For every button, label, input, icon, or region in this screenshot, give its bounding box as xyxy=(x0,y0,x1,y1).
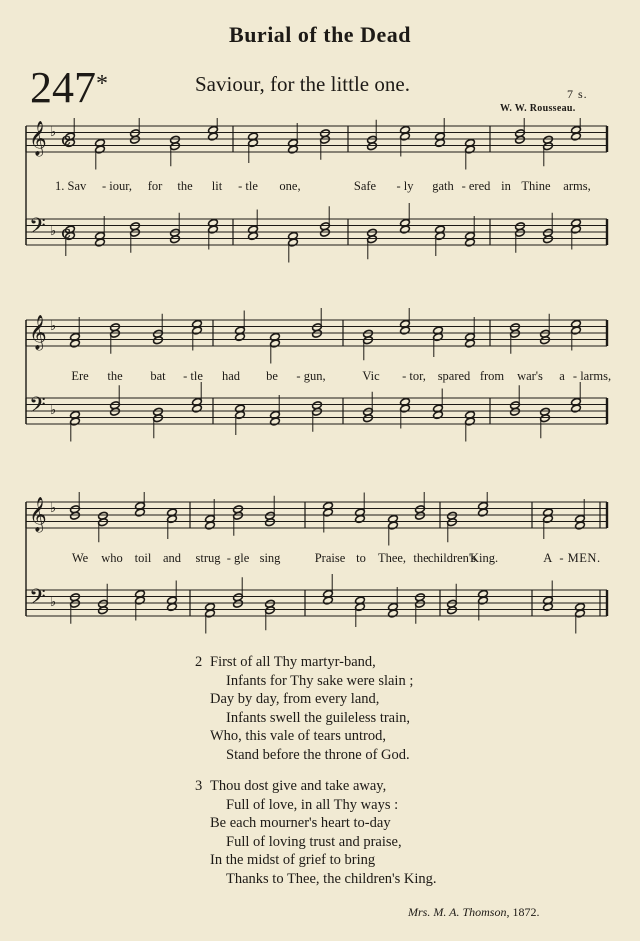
lyric-syllable: Vic xyxy=(362,369,380,383)
lyric-syllable: the xyxy=(107,369,123,383)
lyric-syllable: the xyxy=(413,551,429,565)
lyric-syllable: Ere xyxy=(71,369,89,383)
flat-key-icon: ♭ xyxy=(50,595,57,610)
hymn-number xyxy=(30,63,108,112)
lyric-syllable: - ered xyxy=(461,179,491,193)
hymn-title: Saviour, for the little one. xyxy=(195,72,410,96)
bass-clef-icon: 𝄢 xyxy=(29,214,46,244)
lyric-syllable: 1. Sav xyxy=(55,179,87,193)
lyric-syllable: in xyxy=(501,179,511,193)
lyrics-line-2 xyxy=(0,369,640,389)
lyric-syllable: arms, xyxy=(563,179,591,193)
lyric-syllable: who xyxy=(101,551,123,565)
music-system-2 xyxy=(0,308,640,458)
lyric-syllable: be xyxy=(266,369,278,383)
music-system-3 xyxy=(0,492,640,642)
lyric-syllable: children's xyxy=(427,551,477,565)
verse-line: Thou dost give and take away, xyxy=(210,778,387,794)
lyrics-line-3 xyxy=(0,551,640,571)
flat-key-icon: ♭ xyxy=(50,319,57,334)
flat-key-icon: ♭ xyxy=(50,125,57,140)
section-title: Burial of the Dead xyxy=(229,22,411,47)
lyric-syllable: Thine xyxy=(521,179,551,193)
verse-number: 2 xyxy=(195,654,203,670)
author-year: 1872. xyxy=(512,905,540,919)
lyric-syllable: - gle xyxy=(226,551,250,565)
lyric-syllable: Thee, xyxy=(377,551,407,565)
lyric-syllable: sing xyxy=(259,551,281,565)
verse-number: 3 xyxy=(195,778,203,794)
lyric-syllable: A xyxy=(543,551,553,565)
verse-line: Day by day, from every land, xyxy=(210,691,380,708)
author-credit xyxy=(408,905,539,920)
lyric-syllable: - tor, xyxy=(402,369,426,383)
lyric-syllable: spared xyxy=(437,369,471,383)
verse-line: Infants for Thy sake were slain ; xyxy=(226,672,414,689)
lyric-syllable: Safe xyxy=(353,179,377,193)
verse-line: Full of loving trust and praise, xyxy=(226,833,402,850)
meter-label: 7 s. xyxy=(567,87,588,101)
bass-clef-icon: 𝄢 xyxy=(29,393,46,423)
lyric-syllable: bat xyxy=(150,369,166,383)
flat-key-icon: ♭ xyxy=(50,403,57,418)
lyric-syllable: lit xyxy=(211,179,223,193)
lyric-syllable: Praise xyxy=(314,551,346,565)
lyric-syllable: - larms, xyxy=(572,369,612,383)
hymn-number-value: 247 xyxy=(30,63,96,112)
lyric-syllable: gath xyxy=(432,179,454,193)
verse-line: Thanks to Thee, the children's King. xyxy=(226,871,437,887)
verse-line: Infants swell the guileless train, xyxy=(226,709,411,726)
lyric-syllable: from xyxy=(479,369,505,383)
treble-clef-icon: 𝄞 xyxy=(29,315,47,350)
flat-key-icon: ♭ xyxy=(50,224,57,239)
author-name: Mrs. M. A. Thomson, xyxy=(408,905,510,919)
verse-line: Full of love, in all Thy ways : xyxy=(226,796,399,813)
lyric-syllable: and xyxy=(162,551,182,565)
lyric-syllable: war's xyxy=(517,369,543,383)
treble-clef-icon: 𝄞 xyxy=(29,497,47,532)
lyric-syllable: the xyxy=(177,179,193,193)
common-time-icon: c xyxy=(61,222,72,243)
verse-line: Be each mourner's heart to-day xyxy=(210,815,391,832)
treble-clef-icon: 𝄞 xyxy=(29,121,47,156)
lyric-syllable: a xyxy=(559,369,565,383)
verse-line: Who, this vale of tears untrod, xyxy=(210,728,386,745)
lyric-syllable: - tle xyxy=(183,369,203,383)
lyric-syllable: toil xyxy=(134,551,152,565)
lyric-syllable: for xyxy=(147,179,163,193)
lyric-syllable: to xyxy=(356,551,366,565)
lyric-syllable: - gun, xyxy=(296,369,326,383)
lyric-syllable: We xyxy=(71,551,89,565)
verse-line: In the midst of grief to bring xyxy=(210,852,376,869)
lyric-syllable: - ly xyxy=(396,179,414,193)
lyric-syllable: - iour, xyxy=(101,179,133,193)
lyric-syllable: - MEN. xyxy=(559,551,601,565)
lyrics-line-1 xyxy=(0,179,640,199)
composer-credit: W. W. Rousseau. xyxy=(500,103,576,114)
lyric-syllable: one, xyxy=(279,179,301,193)
verse-line: First of all Thy martyr-band, xyxy=(210,654,376,670)
bass-clef-icon: 𝄢 xyxy=(29,585,46,615)
verse-line: Stand before the throne of God. xyxy=(226,747,410,763)
music-system-1 xyxy=(0,118,640,268)
lyric-syllable: - tle xyxy=(238,179,258,193)
lyric-syllable: had xyxy=(221,369,241,383)
lyric-syllable: strug xyxy=(195,551,221,565)
hymn-number-mark: * xyxy=(96,71,108,97)
lyric-syllable: King. xyxy=(469,551,499,565)
common-time-icon: c xyxy=(61,129,72,150)
flat-key-icon: ♭ xyxy=(50,501,57,516)
